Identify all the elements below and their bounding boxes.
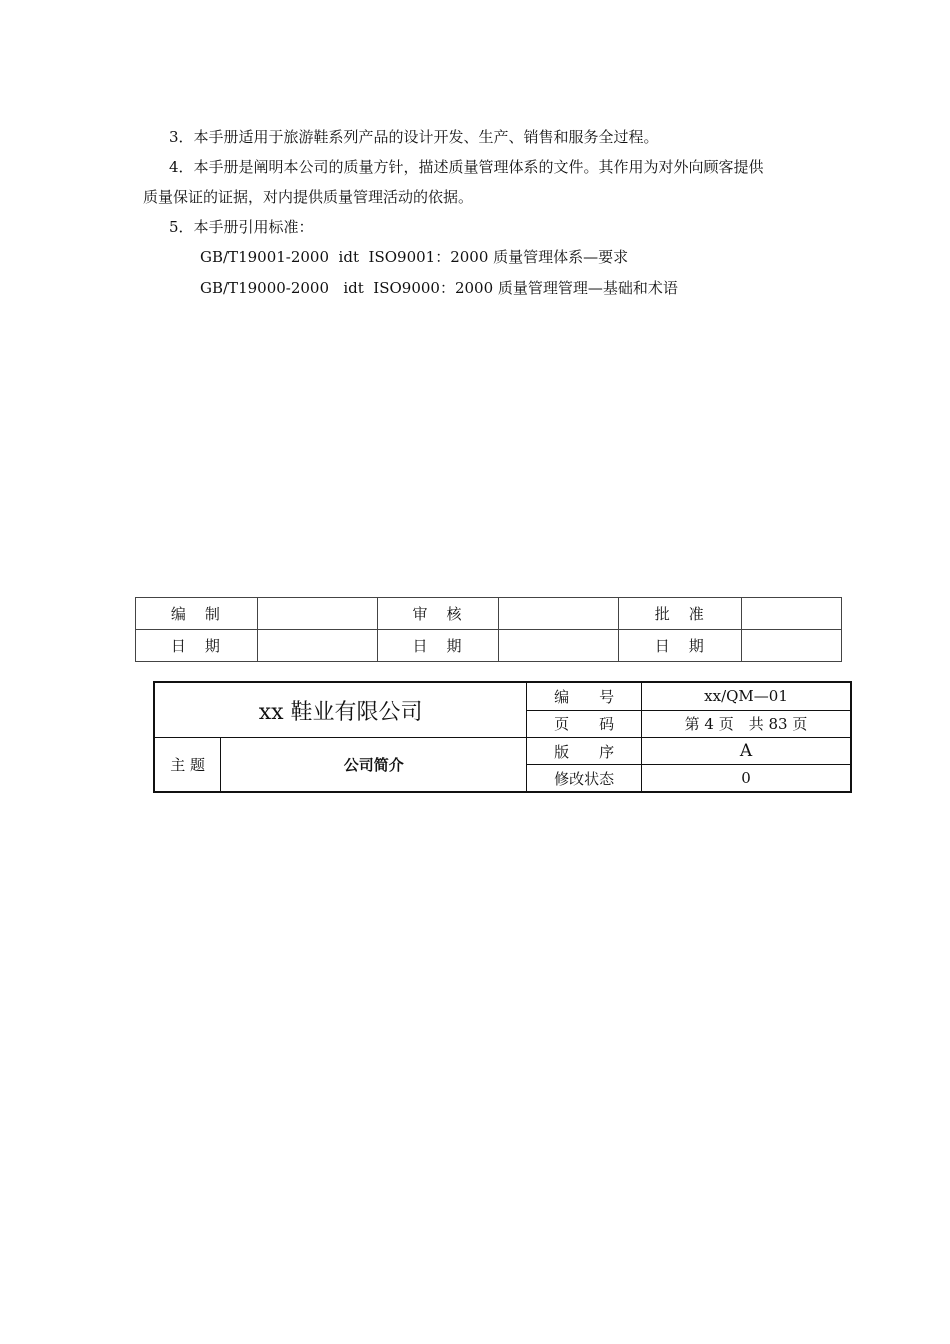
signoff-row-dates — [136, 630, 842, 662]
reviewed-by-label: 审 核 — [377, 598, 499, 630]
clause-4: 4．本手册是阐明本公司的质量方针，描述质量管理体系的文件。其作用为对外向顾客提供 — [169, 158, 764, 176]
clause-4-continued: 质量保证的证据，对内提供质量管理活动的依据。 — [143, 188, 474, 206]
prepared-by-label: 编 制 — [136, 598, 258, 630]
reviewed-date-label: 日 期 — [377, 630, 499, 662]
clause-5: 5．本手册引用标准： — [169, 218, 314, 236]
prepared-date-label: 日 期 — [136, 630, 258, 662]
page-value: 第 4 页 共 83 页 — [642, 710, 851, 738]
subject-label: 主 题 — [154, 738, 221, 793]
signoff-row-names — [136, 598, 842, 630]
reviewed-by-value — [499, 598, 619, 630]
doc-code-label: 编 号 — [527, 682, 642, 710]
prepared-date-value — [257, 630, 377, 662]
approved-date-value — [742, 630, 842, 662]
signoff-table — [135, 597, 842, 662]
company-name: xx 鞋业有限公司 — [154, 682, 527, 738]
version-value: A — [642, 738, 851, 765]
approved-date-label: 日 期 — [619, 630, 742, 662]
reviewed-date-value — [499, 630, 619, 662]
standard-iso9000: GB/T19000-2000 idt ISO9000：2000 质量管理管理—基础和术语 — [200, 279, 678, 297]
standard-iso9001: GB/T19001-2000 idt ISO9001：2000 质量管理体系—要求 — [200, 248, 629, 266]
page-label: 页 码 — [527, 710, 642, 738]
revision-label: 修改状态 — [527, 765, 642, 793]
document-header-table — [153, 681, 852, 793]
approved-by-label: 批 准 — [619, 598, 742, 630]
subject-value: 公司简介 — [221, 738, 527, 793]
prepared-by-value — [257, 598, 377, 630]
revision-value: 0 — [642, 765, 851, 793]
doc-code-value: xx/QM—01 — [642, 682, 851, 710]
approved-by-value — [742, 598, 842, 630]
clause-3: 3．本手册适用于旅游鞋系列产品的设计开发、生产、销售和服务全过程。 — [169, 128, 659, 146]
version-label: 版 序 — [527, 738, 642, 765]
